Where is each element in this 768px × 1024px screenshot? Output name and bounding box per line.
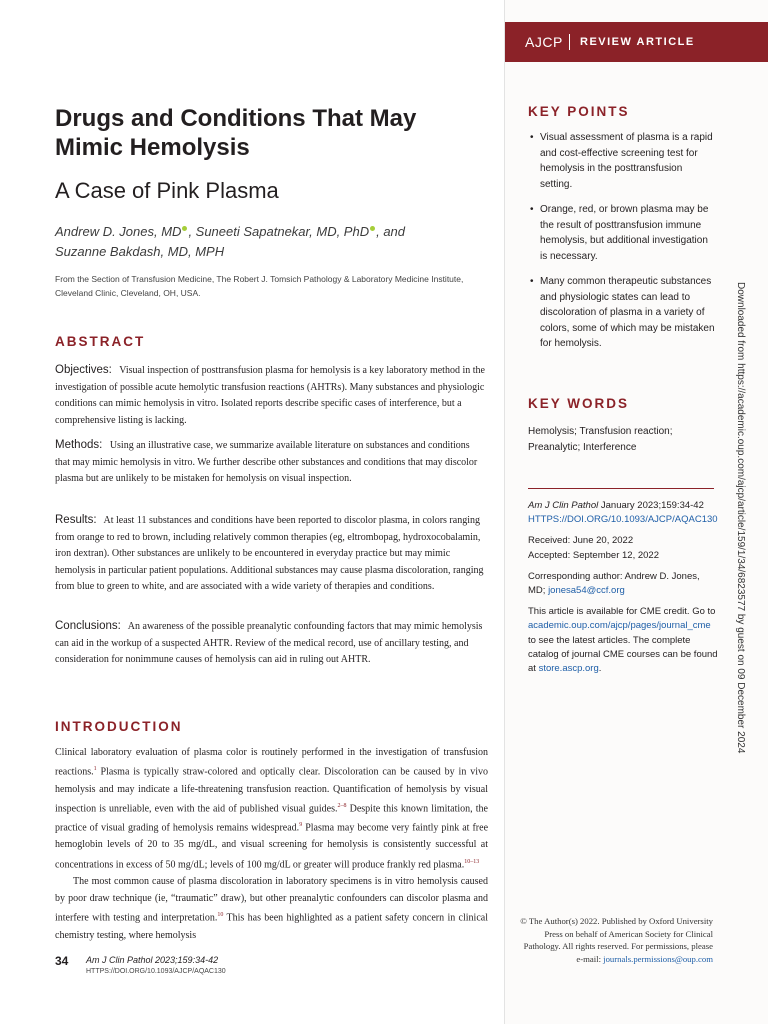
cme-note (528, 605, 718, 676)
cme-text: . (598, 663, 602, 675)
orcid-icon[interactable] (182, 226, 187, 231)
citation-block (528, 499, 718, 527)
sidebar-divider (528, 488, 714, 489)
cme-text: to see the latest articles. The complete catalog of journal CME courses can be found at (528, 634, 718, 675)
key-words-text: Hemolysis; Transfusion reaction; Preanalytic; Interference (528, 426, 673, 453)
reference-link[interactable]: 9 (299, 822, 303, 829)
store-link[interactable]: store.ascp.org (538, 663, 599, 675)
banner-separator (569, 34, 570, 50)
key-point-item: • Visual assessment of plasma is a rapid and cost-effective screening test for hemolysis in the posttransfusion setting. (528, 130, 716, 192)
doi-link[interactable]: HTTPS://DOI.ORG/10.1093/AJCP/AQAC130 (528, 514, 718, 526)
permissions-email-link[interactable]: journals.permissions@oup.com (603, 953, 713, 964)
article-type-label: REVIEW ARTICLE (580, 36, 695, 48)
download-watermark (730, 282, 750, 782)
orcid-icon[interactable] (370, 226, 375, 231)
journal-logo[interactable]: AJCP (525, 34, 563, 50)
article-subtitle: A Case of Pink Plasma (55, 178, 279, 203)
intro-text: Despite this known limitation, the practice of visual grading of hemolysis remains widespread. (55, 802, 488, 834)
introduction-body (55, 744, 488, 944)
results-label: Results: (55, 514, 97, 526)
objectives-label: Objectives: (55, 364, 112, 376)
footer-citation: Am J Clin Pathol 2023;159:34-42 (86, 955, 219, 965)
corresponding-author (528, 570, 718, 598)
footer-doi[interactable]: HTTPS://DOI.ORG/10.1093/AJCP/AQAC130 (86, 968, 226, 975)
email-link[interactable]: jonesa54@ccf.org (548, 585, 625, 597)
methods-text: Using an illustrative case, we summarize available literature on substances and conditions that may mimic hemolysis in vitro. We further describe other substances and conditions that may discolor plasma but are unlikely to be mistaken for hemolysis on visual inspection. (55, 440, 478, 484)
abstract-methods (55, 437, 487, 488)
conclusions-label: Conclusions: (55, 620, 121, 632)
key-words-heading: KEY WORDS (528, 396, 630, 411)
author-list (55, 222, 475, 262)
author-jones: Andrew D. Jones, MD (55, 224, 182, 239)
intro-text: The most common cause of plasma discoloration in laboratory specimens is in vitro hemolysis caused by poor draw technique (ie, “traumatic” draw), but other preanalytic confounders can discolor plasma and interfere with testing and interpretation. (55, 875, 488, 924)
objectives-text: Visual inspection of posttransfusion plasma for hemolysis is a key laboratory method in the investigation of possible acute hemolytic transfusion reactions (AHTRs). Many substances and physiologic conditions can mimic hemolysis in vitro. Isolated reports describe specific cases of interference, but a comprehensive listing is lacking. (55, 365, 485, 426)
intro-paragraph (55, 744, 488, 873)
results-text: At least 11 substances and conditions have been reported to discolor plasma, in colors ranging from orange to red to brown, including relatively common therapies (eg, eltrombopag, hydroxocobalamin, iron dextran). Other substances are unlikely to be encountered in everyday practice but may mimic hemolysis in particular patient populations. Additional substances may cause plasma discoloration, ranging from blue to green to white, and are associated with a wide variety of therapies and conditions. (55, 515, 484, 592)
article-info (528, 499, 718, 683)
methods-label: Methods: (55, 439, 103, 451)
author-conjunction: , and (376, 224, 406, 239)
intro-text: Plasma may become very faintly pink at free hemoglobin levels of 20 to 35 mg/dL, and visual screening for hemolysis is consistently successful at concentrations in excess of 50 mg/dL; levels of 100 mg/dL or greater will produce frankly red plasma. (55, 822, 489, 870)
reference-link[interactable]: 1 (93, 766, 97, 773)
author-bakdash: Suzanne Bakdash, MD, MPH (55, 244, 225, 259)
cme-text: This article is available for CME credit. Go to (528, 606, 716, 618)
journal-issue: January 2023;159:34-42 (598, 500, 704, 511)
key-point-item: • Many common therapeutic substances and physiologic states can lead to discoloration of plasma in a variety of colors, some of which may be mistaken for hemolysis. (528, 274, 716, 352)
reference-link[interactable]: 10–13 (464, 858, 480, 865)
abstract-heading: ABSTRACT (55, 334, 146, 349)
affiliation: From the Section of Transfusion Medicine, The Robert J. Tomsich Pathology & Laboratory Medicine Institute, Cleveland Clinic, Cleveland, OH, USA. (55, 274, 464, 298)
cme-link[interactable]: academic.oup.com/ajcp/pages/journal_cme (528, 620, 711, 632)
dates-block (528, 534, 718, 562)
conclusions-text: An awareness of the possible preanalytic confounding factors that may mimic hemolysis can aid in the workup of a suspected AHTR. Review of the medical record, use of ancillary testing, and consideration for nonimmune causes of hemolysis can aid in ruling out AHTR. (55, 621, 483, 665)
intro-text: Plasma is typically straw-colored and optically clear. Discoloration can be caused by in vivo hemolysis and may indicate a life-threatening transfusion reaction. Quantification of hemolysis by visual inspection is unreliable, even with the aid of published visual guides. (55, 766, 488, 814)
key-point-item: • Orange, red, or brown plasma may be the result of posttransfusion immune hemolysis, but additional investigation is necessary. (528, 202, 716, 264)
journal-banner (505, 22, 768, 62)
reference-link[interactable]: 10 (217, 912, 224, 919)
page-number: 34 (55, 954, 69, 968)
introduction-heading: INTRODUCTION (55, 719, 183, 734)
received-date: Received: June 20, 2022 (528, 535, 634, 547)
copyright-notice (520, 915, 713, 965)
journal-name: Am J Clin Pathol (528, 500, 599, 511)
intro-text: This has been highlighted as a patient safety concern in clinical chemistry testing, where hemolysis (55, 912, 488, 941)
copyright-text: © The Author(s) 2022. Published by Oxford University Press on behalf of American Society for Clinical Pathology. All rights reserved. For permissions, please e-mail: (520, 916, 713, 964)
accepted-date: Accepted: September 12, 2022 (528, 549, 659, 561)
article-title: Drugs and Conditions That May Mimic Hemolysis (55, 105, 417, 161)
download-note: Downloaded from https://academic.oup.com/ajcp/article/159/1/34/6823577 by guest on 09 December 2024 (735, 282, 746, 754)
abstract-objectives (55, 362, 487, 429)
intro-paragraph (55, 873, 488, 944)
key-points-heading: KEY POINTS (528, 104, 630, 119)
author-sapatnekar: , Suneeti Sapatnekar, MD, PhD (188, 224, 370, 239)
corresponding-text: Corresponding author: Andrew D. Jones, MD; (528, 570, 700, 597)
abstract-results (55, 512, 487, 596)
intro-text: Clinical laboratory evaluation of plasma color is routinely performed in the investigation of transfusion reactions. (55, 747, 488, 778)
key-points-list (528, 130, 716, 362)
reference-link[interactable]: 2–8 (337, 802, 347, 809)
abstract-conclusions (55, 618, 487, 669)
